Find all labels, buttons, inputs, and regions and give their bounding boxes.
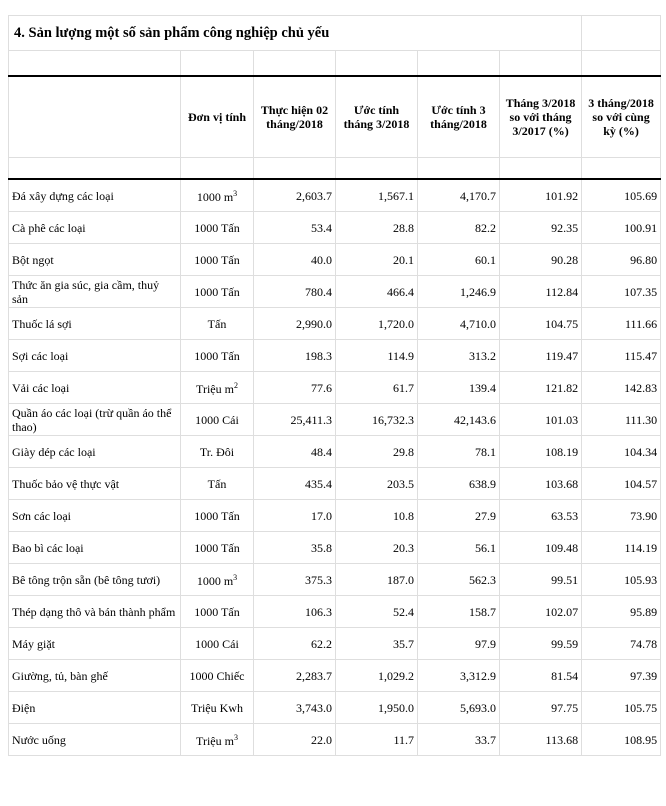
value-c1: 22.0: [254, 724, 336, 756]
unit-cell: 1000 $m^3$: [181, 564, 254, 596]
value-c1: 2,603.7: [254, 179, 336, 212]
header-done-feb: Thực hiện 02 tháng/2018: [254, 76, 336, 158]
value-c2: 29.8: [336, 436, 418, 468]
header-est-3months: Ước tính 3 tháng/2018: [418, 76, 500, 158]
value-c2: 20.3: [336, 532, 418, 564]
value-c3: 82.2: [418, 212, 500, 244]
value-c5: 105.93: [582, 564, 661, 596]
value-c4: 90.28: [500, 244, 582, 276]
value-c3: 139.4: [418, 372, 500, 404]
product-name: Giày dép các loại: [9, 436, 181, 468]
unit-superscript: 3: [233, 189, 238, 198]
product-name: Thuốc bảo vệ thực vật: [9, 468, 181, 500]
value-c4: 119.47: [500, 340, 582, 372]
value-c2: 187.0: [336, 564, 418, 596]
value-c2: 35.7: [336, 628, 418, 660]
value-c1: 77.6: [254, 372, 336, 404]
value-c4: 113.68: [500, 724, 582, 756]
table-row: [9, 500, 661, 532]
header-unit: Đơn vị tính: [181, 76, 254, 158]
value-c4: 63.53: [500, 500, 582, 532]
unit-superscript: 3: [233, 733, 238, 742]
value-c5: 95.89: [582, 596, 661, 628]
value-c2: 16,732.3: [336, 404, 418, 436]
value-c2: 466.4: [336, 276, 418, 308]
header-march-yoy: Tháng 3/2018 so với tháng 3/2017 (%): [500, 76, 582, 158]
value-c1: 375.3: [254, 564, 336, 596]
value-c5: 108.95: [582, 724, 661, 756]
value-c2: 203.5: [336, 468, 418, 500]
title-row: [9, 16, 661, 51]
production-table: [8, 15, 661, 756]
value-c5: 97.39: [582, 660, 661, 692]
value-c3: 97.9: [418, 628, 500, 660]
spacer-row: [9, 51, 661, 77]
table-row: [9, 532, 661, 564]
unit-cell: 1000 Tấn: [181, 532, 254, 564]
value-c5: 104.34: [582, 436, 661, 468]
product-name: Đá xây dựng các loại: [9, 179, 181, 212]
value-c5: 96.80: [582, 244, 661, 276]
table-row: [9, 436, 661, 468]
table-row: [9, 276, 661, 308]
value-c4: 121.82: [500, 372, 582, 404]
table-row: [9, 244, 661, 276]
value-c2: 1,029.2: [336, 660, 418, 692]
value-c1: 198.3: [254, 340, 336, 372]
table-row: [9, 179, 661, 212]
table-row: [9, 564, 661, 596]
value-c5: 104.57: [582, 468, 661, 500]
product-name: Giường, tủ, bàn ghế: [9, 660, 181, 692]
unit-cell: 1000 Tấn: [181, 212, 254, 244]
value-c5: 111.66: [582, 308, 661, 340]
value-c3: 158.7: [418, 596, 500, 628]
unit-cell: 1000 $m^3$: [181, 179, 254, 212]
value-c1: 62.2: [254, 628, 336, 660]
unit-superscript: 3: [233, 573, 238, 582]
product-name: Máy giặt: [9, 628, 181, 660]
product-name: Sơn các loại: [9, 500, 181, 532]
value-c2: 61.7: [336, 372, 418, 404]
value-c2: 1,567.1: [336, 179, 418, 212]
table-row: [9, 212, 661, 244]
product-name: Cà phê các loại: [9, 212, 181, 244]
unit-cell: 1000 Tấn: [181, 276, 254, 308]
value-c1: 106.3: [254, 596, 336, 628]
product-name: Bao bì các loại: [9, 532, 181, 564]
unit-cell: 1000 Tấn: [181, 500, 254, 532]
value-c2: 1,720.0: [336, 308, 418, 340]
value-c2: 52.4: [336, 596, 418, 628]
unit-cell: Tr. Đôi: [181, 436, 254, 468]
value-c5: 105.69: [582, 179, 661, 212]
value-c4: 108.19: [500, 436, 582, 468]
subheader-row: [9, 158, 661, 180]
value-c5: 142.83: [582, 372, 661, 404]
value-c4: 103.68: [500, 468, 582, 500]
value-c3: 78.1: [418, 436, 500, 468]
header-3months-yoy: 3 tháng/2018 so với cùng kỳ (%): [582, 76, 661, 158]
table-row: [9, 628, 661, 660]
value-c4: 99.59: [500, 628, 582, 660]
unit-cell: Triệu $m^3$: [181, 724, 254, 756]
value-c1: 2,283.7: [254, 660, 336, 692]
table-row: [9, 724, 661, 756]
value-c1: 48.4: [254, 436, 336, 468]
value-c5: 73.90: [582, 500, 661, 532]
value-c4: 101.03: [500, 404, 582, 436]
table-row: [9, 372, 661, 404]
value-c2: 20.1: [336, 244, 418, 276]
value-c4: 81.54: [500, 660, 582, 692]
table-row: [9, 308, 661, 340]
product-name: Bột ngọt: [9, 244, 181, 276]
page-title: 4. Sản lượng một số sản phẩm công nghiệp chủ yếu: [9, 16, 582, 51]
value-c4: 97.75: [500, 692, 582, 724]
header-product: [9, 76, 181, 158]
value-c4: 112.84: [500, 276, 582, 308]
value-c3: 42,143.6: [418, 404, 500, 436]
value-c1: 2,990.0: [254, 308, 336, 340]
unit-cell: 1000 Tấn: [181, 244, 254, 276]
unit-cell: 1000 Cái: [181, 404, 254, 436]
value-c2: 11.7: [336, 724, 418, 756]
product-name: Thức ăn gia súc, gia cầm, thuỷ sản: [9, 276, 181, 308]
value-c3: 4,710.0: [418, 308, 500, 340]
product-name: Điện: [9, 692, 181, 724]
unit-cell: Triệu $m^2$: [181, 372, 254, 404]
product-name: Thép dạng thô và bán thành phẩm: [9, 596, 181, 628]
product-name: Bê tông trộn sẵn (bê tông tươi): [9, 564, 181, 596]
unit-cell: Tấn: [181, 308, 254, 340]
value-c5: 105.75: [582, 692, 661, 724]
value-c1: 3,743.0: [254, 692, 336, 724]
value-c4: 109.48: [500, 532, 582, 564]
value-c1: 435.4: [254, 468, 336, 500]
unit-superscript: 2: [233, 381, 238, 390]
value-c4: 104.75: [500, 308, 582, 340]
table-row: [9, 596, 661, 628]
value-c1: 17.0: [254, 500, 336, 532]
table-row: [9, 468, 661, 500]
product-name: Vải các loại: [9, 372, 181, 404]
value-c4: 101.92: [500, 179, 582, 212]
product-name: Quần áo các loại (trừ quần áo thể thao): [9, 404, 181, 436]
value-c2: 114.9: [336, 340, 418, 372]
value-c5: 114.19: [582, 532, 661, 564]
value-c3: 5,693.0: [418, 692, 500, 724]
table-row: [9, 340, 661, 372]
unit-cell: 1000 Chiếc: [181, 660, 254, 692]
value-c3: 313.2: [418, 340, 500, 372]
value-c2: 10.8: [336, 500, 418, 532]
value-c1: 35.8: [254, 532, 336, 564]
value-c2: 28.8: [336, 212, 418, 244]
value-c1: 53.4: [254, 212, 336, 244]
table-row: [9, 692, 661, 724]
value-c5: 111.30: [582, 404, 661, 436]
value-c3: 60.1: [418, 244, 500, 276]
unit-cell: 1000 Tấn: [181, 596, 254, 628]
value-c5: 107.35: [582, 276, 661, 308]
value-c3: 1,246.9: [418, 276, 500, 308]
product-name: Thuốc lá sợi: [9, 308, 181, 340]
value-c1: 25,411.3: [254, 404, 336, 436]
value-c5: 115.47: [582, 340, 661, 372]
value-c3: 562.3: [418, 564, 500, 596]
unit-cell: 1000 Cái: [181, 628, 254, 660]
value-c4: 92.35: [500, 212, 582, 244]
table-row: [9, 404, 661, 436]
unit-cell: 1000 Tấn: [181, 340, 254, 372]
value-c3: 33.7: [418, 724, 500, 756]
value-c2: 1,950.0: [336, 692, 418, 724]
product-name: Nước uống: [9, 724, 181, 756]
product-name: Sợi các loại: [9, 340, 181, 372]
value-c4: 102.07: [500, 596, 582, 628]
header-row: [9, 76, 661, 158]
value-c3: 3,312.9: [418, 660, 500, 692]
unit-cell: Tấn: [181, 468, 254, 500]
value-c4: 99.51: [500, 564, 582, 596]
value-c5: 74.78: [582, 628, 661, 660]
value-c1: 40.0: [254, 244, 336, 276]
value-c1: 780.4: [254, 276, 336, 308]
value-c3: 56.1: [418, 532, 500, 564]
empty-cell: [582, 16, 661, 51]
value-c3: 27.9: [418, 500, 500, 532]
value-c3: 4,170.7: [418, 179, 500, 212]
header-est-march: Ước tính tháng 3/2018: [336, 76, 418, 158]
value-c5: 100.91: [582, 212, 661, 244]
table-row: [9, 660, 661, 692]
value-c3: 638.9: [418, 468, 500, 500]
unit-cell: Triệu Kwh: [181, 692, 254, 724]
